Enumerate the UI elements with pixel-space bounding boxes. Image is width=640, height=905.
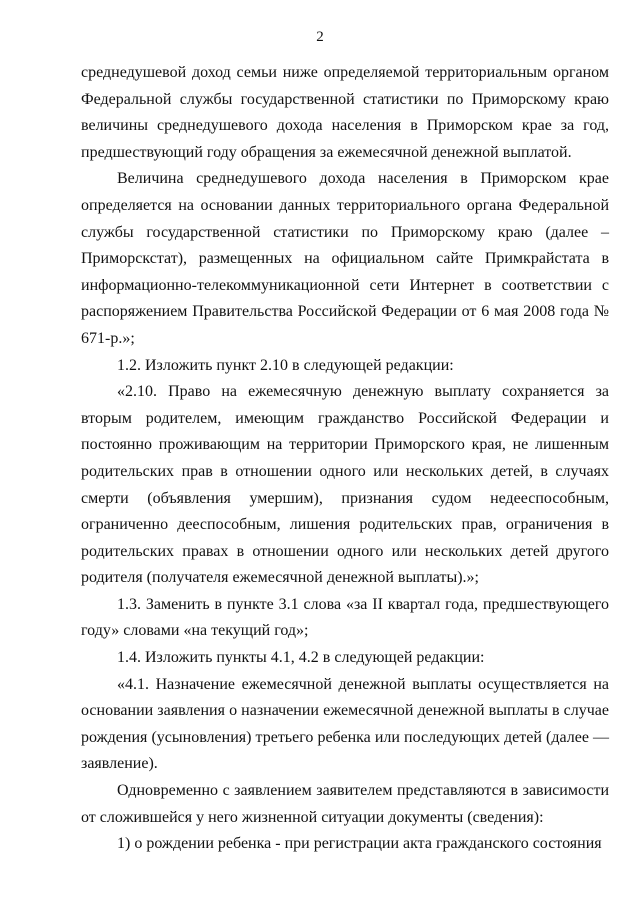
paragraph-item-1-3: 1.3. Заменить в пункте 3.1 слова «за II квартал года, предшествующего году» словами «на текущий год»; — [81, 595, 609, 640]
paragraph-item-1-4: 1.4. Изложить пункты 4.1, 4.2 в следующей редакции: — [117, 649, 485, 667]
page-number: 2 — [316, 29, 324, 45]
document-body — [81, 60, 609, 858]
paragraph-item-1-2: 1.2. Изложить пункт 2.10 в следующей редакции: — [117, 356, 454, 374]
paragraph-clause-4-1: «4.1. Назначение ежемесячной денежной выплаты осуществляется на основании заявления о назначении ежемесячной денежной выплаты в случае рождения (усыновления) третьего ребенка или последующих детей (далее — заявление). — [81, 675, 609, 773]
paragraph-income-condition: среднедушевой доход семьи ниже определяемой территориальным органом Федеральной службы государственной статистики по Приморскому краю величины среднедушевого дохода населения в Приморском крае за год, предшествующий году обращения за ежемесячной денежной выплатой. — [81, 64, 609, 161]
paragraph-income-definition: Величина среднедушевого дохода населения в Приморском крае определяется на основании данных территориального органа Федеральной службы государственной статистики по Приморскому краю (далее – Приморскстат), размещенных на официальном сайте Примкрайстата в информационно-телекоммуникационной сети Интернет в соответствии с распоряжением Правительства Российской Федерации от 6 мая 2008 года № 671-р.»; — [81, 170, 609, 347]
paragraph-list-item-1: 1) о рождении ребенка - при регистрации акта гражданского состояния — [117, 835, 602, 853]
paragraph-documents-intro: Одновременно с заявлением заявителем представляются в зависимости от сложившейся у него жизненной ситуации документы (сведения): — [81, 782, 609, 826]
paragraph-clause-2-10: «2.10. Право на ежемесячную денежную выплату сохраняется за вторым родителем, имеющим гражданство Российской Федерации и постоянно проживающим на территории Приморского края, не лишенным родительских прав в отношении одного или нескольких детей, в случаях смерти (объявления умершим), признания судом недееспособным, ограниченно дееспособным, лишения родительских прав, ограничения в родительских правах в отношении одного или нескольких детей другого родителя (получателя ежемесячной денежной выплаты).»; — [81, 383, 609, 587]
